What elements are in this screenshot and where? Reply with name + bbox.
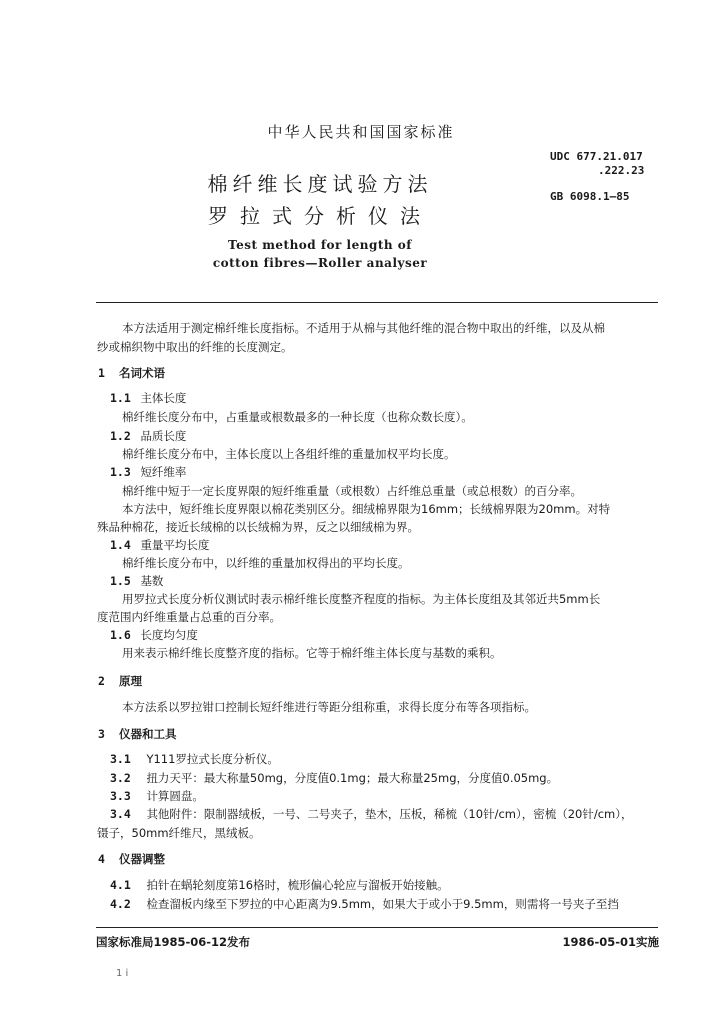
section-3-4: [110, 807, 633, 821]
section-number: 4: [98, 852, 105, 866]
section-1-6-text: 用来表示棉纤维长度整齐度的指标。它等于棉纤维主体长度与基数的乘积。: [122, 646, 502, 660]
section-text: 其他附件：限制器绒板，一号、二号夹子，垫木，压板，稀梳（10针/cm），密梳（20针/cm），: [146, 807, 633, 821]
section-number: 4.1: [110, 878, 131, 892]
section-1-5-text2: 度范围内纤维重量占总重的百分率。: [97, 610, 281, 624]
udc-line2: .222.23: [598, 164, 645, 177]
section-title: 原理: [118, 674, 142, 688]
section-title: 品质长度: [140, 429, 187, 443]
section-3-2: [110, 771, 558, 785]
section-number: 3.2: [110, 771, 131, 785]
section-1-3-text1: 棉纤维中短于一定长度界限的短纤维重量（或根数）占纤维总重量（或总根数）的百分率。: [122, 484, 582, 498]
section-1-5-heading: [110, 574, 163, 588]
section-title: 名词术语: [118, 366, 165, 380]
section-number: 1.2: [110, 429, 131, 443]
section-1-3-text2: 本方法中，短纤维长度界限以棉花类别区分。细绒棉界限为16mm；长绒棉界限为20mm。对特: [122, 502, 611, 516]
section-title: 主体长度: [140, 391, 187, 405]
section-2-heading: [98, 674, 142, 688]
section-3-4-text2: 镊子，50mm纤维尺，黑绒板。: [97, 826, 261, 840]
udc-line1: UDC 677.21.017: [550, 150, 643, 163]
section-number: 3: [98, 727, 105, 741]
section-1-4-text: 棉纤维长度分布中，以纤维的重量加权得出的平均长度。: [122, 556, 410, 570]
title-chinese-line2: 罗拉式分析仪法: [208, 204, 432, 228]
section-3-1: [110, 752, 279, 766]
section-1-4-heading: [110, 538, 209, 552]
section-1-2-text: 棉纤维长度分布中，主体长度以上各组纤维的重量加权平均长度。: [122, 447, 456, 461]
section-number: 1.3: [110, 465, 131, 479]
section-3-heading: [98, 727, 176, 741]
section-title: 仪器调整: [118, 852, 165, 866]
section-3-3: [110, 789, 204, 803]
section-number: 3.4: [110, 807, 131, 821]
section-1-1-text: 棉纤维长度分布中，占重量或根数最多的一种长度（也称众数长度）。: [122, 410, 473, 424]
section-title: 短纤维率: [140, 465, 187, 479]
section-4-2: [110, 897, 619, 911]
section-number: 1.1: [110, 391, 131, 405]
header-divider: [96, 302, 658, 303]
gb-number: GB 6098.1—85: [550, 190, 630, 203]
section-title: 基数: [140, 574, 164, 588]
section-title: 重量平均长度: [140, 538, 210, 552]
section-number: 1.5: [110, 574, 131, 588]
section-text: 拍针在蜗轮刻度第16格时，梳形偏心轮应与溜板开始接触。: [146, 878, 449, 892]
section-text: 计算圆盘。: [146, 789, 204, 803]
intro-line1: 本方法适用于测定棉纤维长度指标。不适用于从棉与其他纤维的混合物中取出的纤维，以及从棉: [122, 321, 605, 335]
section-1-6-heading: [110, 628, 198, 642]
section-1-5-text1: 用罗拉式长度分析仪测试时表示棉纤维长度整齐程度的指标。为主体长度组及其邻近共5mm长: [122, 592, 601, 606]
section-title: 仪器和工具: [118, 727, 177, 741]
section-number: 1: [98, 366, 105, 380]
udc-code: [550, 150, 644, 178]
section-number: 1.6: [110, 628, 131, 642]
section-1-3-heading: [110, 465, 186, 479]
section-number: 2: [98, 674, 105, 688]
section-text: 扭力天平：最大称量50mg，分度值0.1mg；最大称量25mg，分度值0.05mg。: [146, 771, 559, 785]
section-text: Y111罗拉式长度分析仪。: [146, 752, 279, 766]
section-1-3-text3: 殊品种棉花，接近长绒棉的以长绒棉为界，反之以细绒棉为界。: [97, 520, 419, 534]
footer-divider: [96, 927, 658, 928]
title-english-line2: cotton fibres—Roller analyser: [212, 256, 428, 270]
title-english-line1: Test method for length of: [228, 238, 412, 252]
section-number: 3.3: [110, 789, 131, 803]
section-text: 检查溜板内缘至下罗拉的中心距离为9.5mm，如果大于或小于9.5mm，则需将一号夹子至挡: [146, 897, 619, 911]
section-4-heading: [98, 852, 165, 866]
title-chinese-line1: 棉纤维长度试验方法: [207, 172, 433, 196]
section-2-text: 本方法系以罗拉钳口控制长短纤维进行等距分组称重，求得长度分布等各项指标。: [122, 700, 536, 714]
intro-line2: 纱或棉织物中取出的纤维的长度测定。: [97, 340, 293, 354]
page-mark: 1 i: [116, 968, 129, 979]
section-1-1-heading: [110, 391, 186, 405]
national-standard-heading: 中华人民共和国国家标准: [267, 123, 455, 141]
section-4-1: [110, 878, 449, 892]
section-title: 长度均匀度: [140, 628, 198, 642]
footer-issued: 国家标准局1985-06-12发布: [96, 935, 251, 949]
section-number: 1.4: [110, 538, 131, 552]
section-number: 3.1: [110, 752, 131, 766]
footer-effective: 1986-05-01实施: [562, 935, 659, 949]
section-1-2-heading: [110, 429, 186, 443]
section-number: 4.2: [110, 897, 131, 911]
section-1-heading: [98, 366, 165, 380]
